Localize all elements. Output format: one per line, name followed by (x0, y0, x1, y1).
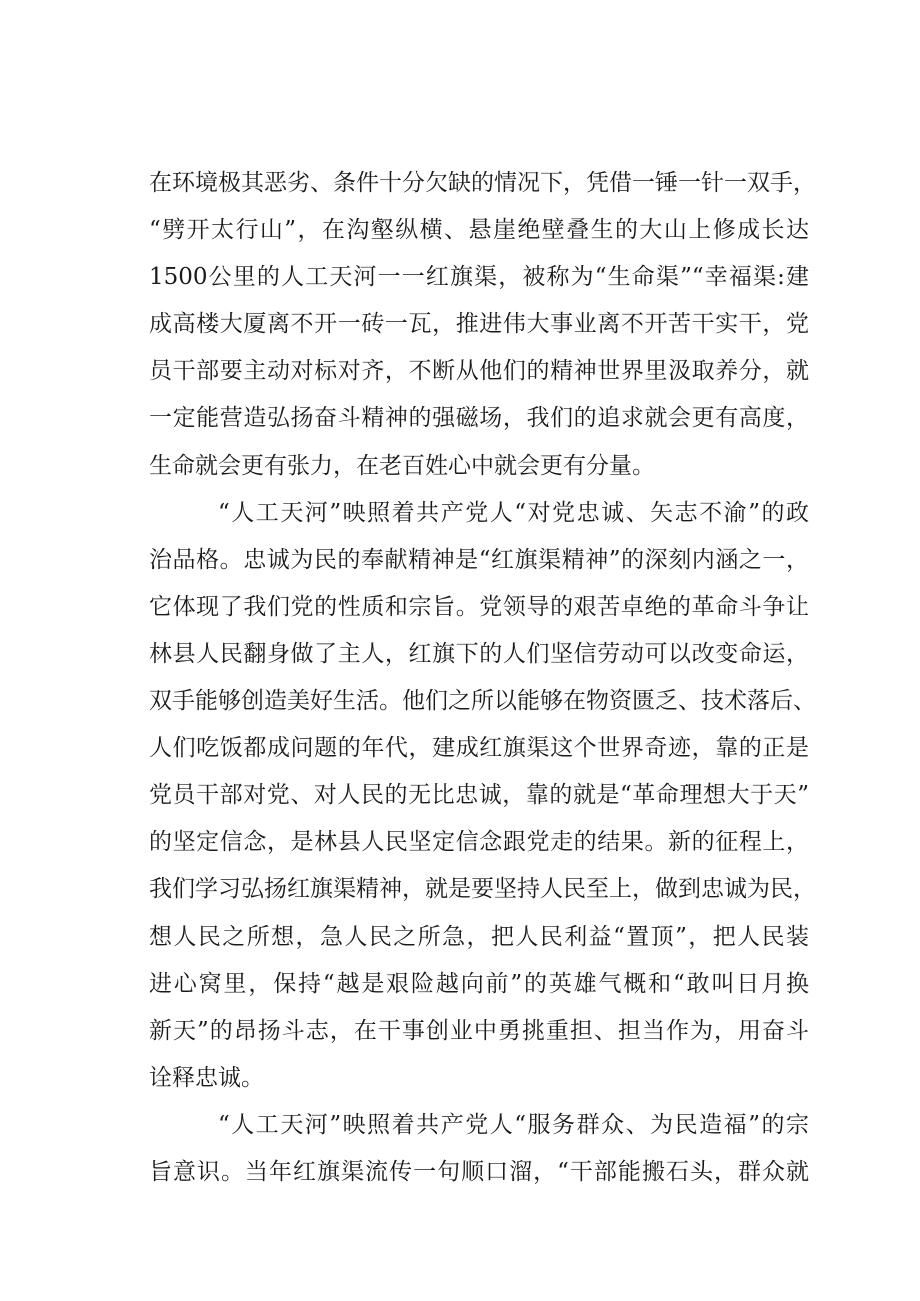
paragraph-3-line-2: 旨意识。当年红旗渠流传一句顺口溜，“干部能搬石头，群众就 (149, 1158, 809, 1185)
paragraph-2-line-2: 治品格。忠诚为民的奉献精神是“红旗渠精神”的深刻内涵之一， (149, 546, 809, 573)
paragraph-1-line-6: 一定能营造弘扬奋斗精神的强磁场，我们的追求就会更有高度， (149, 405, 809, 432)
paragraph-2-line-3: 它体现了我们党的性质和宗旨。党领导的艰苦卓绝的革命斗争让 (149, 593, 809, 620)
paragraph-1-line-4: 成高楼大厦离不开一砖一瓦，推进伟大事业离不开苦干实干，党 (149, 311, 809, 338)
paragraph-2-line-1: “人工天河”映照着共产党人“对党忠诚、矢志不渝”的政 (218, 499, 809, 526)
paragraph-1-line-3: 1500公里的人工天河一一红旗渠，被称为“生命渠”“幸福渠:建 (149, 264, 809, 291)
paragraph-1-line-1: 在环境极其恶劣、条件十分欠缺的情况下，凭借一锤一针一双手， (149, 170, 816, 196)
paragraph-2-line-10: 想人民之所想，急人民之所急，把人民利益“置顶”，把人民装 (149, 923, 809, 950)
paragraph-2-line-5: 双手能够创造美好生活。他们之所以能够在物资匮乏、技术落后、 (149, 688, 816, 715)
paragraph-2-line-8: 的坚定信念，是林县人民坚定信念跟党走的结果。新的征程上， (149, 829, 809, 856)
paragraph-2-line-12: 新天”的昂扬斗志，在干事创业中勇挑重担、担当作为，用奋斗 (149, 1017, 809, 1044)
paragraph-2-line-9: 我们学习弘扬红旗渠精神，就是要坚持人民至上，做到忠诚为民， (149, 876, 816, 903)
body-text (149, 160, 816, 1196)
paragraph-2-line-6: 人们吃饭都成问题的年代，建成红旗渠这个世界奇迹，靠的正是 (149, 735, 809, 762)
paragraph-1-line-7: 生命就会更有张力，在老百姓心中就会更有分量。 (149, 452, 655, 479)
paragraph-2-line-4: 林县人民翻身做了主人，红旗下的人们坚信劳动可以改变命运， (149, 640, 809, 667)
paragraph-1-line-5: 员干部要主动对标对齐，不断从他们的精神世界里汲取养分，就 (149, 358, 809, 385)
paragraph-3-line-1: “人工天河”映照着共产党人“服务群众、为民造福”的宗 (218, 1111, 809, 1138)
paragraph-2-line-13: 诠释忠诚。 (149, 1064, 264, 1091)
paragraph-2-line-7: 党员干部对党、对人民的无比忠诚，靠的就是“革命理想大于天” (149, 782, 809, 809)
paragraph-1-line-2: “劈开太行山”，在沟壑纵横、悬崖绝壁叠生的大山上修成长达 (149, 217, 809, 244)
paragraph-2-line-11: 进心窝里，保持“越是艰险越向前”的英雄气概和“敢叫日月换 (149, 970, 809, 997)
